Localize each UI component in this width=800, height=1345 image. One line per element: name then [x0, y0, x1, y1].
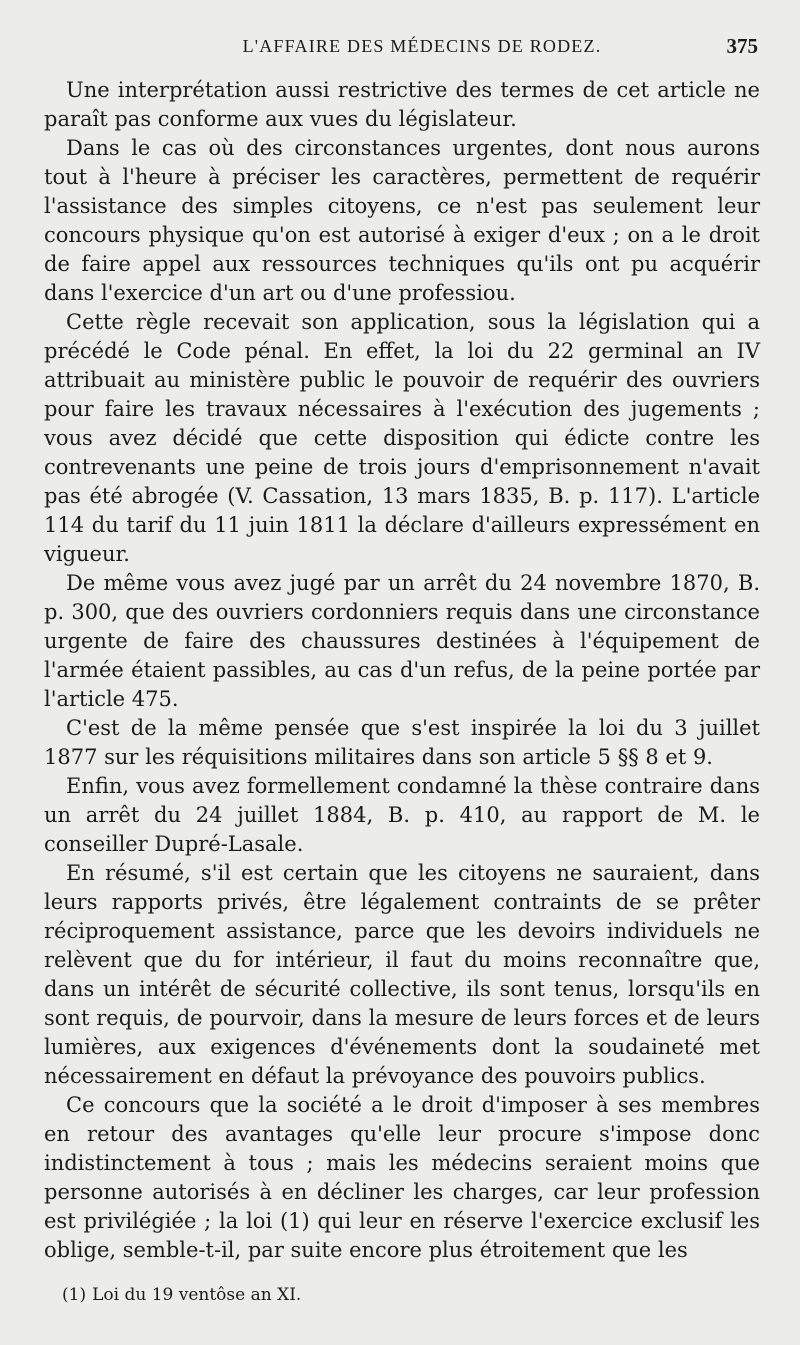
paragraph: Cette règle recevait son application, sous la législation qui a précédé le Code pénal. En effet, la loi du 22 germinal an IV attribuait au ministère public le pouvoir de requérir des ouvriers pour faire les travaux nécessaires à l'exécution des jugements ; vous avez décidé que cette disposition qui édicte contre les contrevenants une peine de trois jours d'emprisonnement n'avait pas été abrogée (V. Cassation, 13 mars 1835, B. p. 117). L'article 114 du tarif du 11 juin 1811 la déclare d'ailleurs expressément en vigueur. [44, 310, 760, 566]
paragraph: Dans le cas où des circonstances urgentes, dont nous aurons tout à l'heure à préciser les caractères, permettent de requérir l'assistance des simples citoyens, ce n'est pas seulement leur concours physique qu'on est autorisé à exiger d'eux ; on a le droit de faire appel aux ressources techniques qu'ils ont pu acquérir dans l'exercice d'un art ou d'une professiou. [44, 136, 760, 305]
footnote-mark: (1) [62, 1285, 87, 1305]
paragraph: En résumé, s'il est certain que les citoyens ne sauraient, dans leurs rapports privés, être légalement contraints de se prêter réciproquement assistance, parce que les devoirs individuels ne relèvent que du for intérieur, il faut du moins reconnaître que, dans un intérêt de sécurité collective, ils sont tenus, lorsqu'ils en sont requis, de pourvoir, dans la mesure de leurs forces et de leurs lumières, aux exigences d'événements dont la soudaineté met nécessairement en défaut la prévoyance des pouvoirs publics. [44, 861, 760, 1088]
running-title: L'AFFAIRE DES MÉDECINS DE RODEZ. [242, 36, 602, 56]
footnote-text: Loi du 19 ventôse an XI. [92, 1285, 302, 1305]
paragraph: Enfin, vous avez formellement condamné la thèse contraire dans un arrêt du 24 juillet 1884, B. p. 410, au rapport de M. le conseiller Dupré-Lasale. [44, 774, 760, 856]
page-number: 375 [726, 34, 758, 58]
page-body [44, 76, 760, 1265]
paragraph: Ce concours que la société a le droit d'imposer à ses membres en retour des avantages qu'elle leur procure s'impose donc indistinctement à tous ; mais les médecins seraient moins que personne autorisés à en décliner les charges, car leur profession est privilégiée ; la loi (1) qui leur en réserve l'exercice exclusif les oblige, semble-t-il, par suite encore plus étroitement que les [44, 1093, 760, 1262]
paragraph: De même vous avez jugé par un arrêt du 24 novembre 1870, B. p. 300, que des ouvriers cordonniers requis dans une circonstance urgente de faire des chaussures destinées à l'équipement de l'armée étaient passibles, au cas d'un refus, de la peine portée par l'article 475. [44, 571, 760, 711]
paragraph: C'est de la même pensée que s'est inspirée la loi du 3 juillet 1877 sur les réquisitions militaires dans son article 5 §§ 8 et 9. [44, 716, 760, 769]
page-header [44, 34, 760, 64]
footnote [62, 1284, 301, 1306]
paragraph: Une interprétation aussi restrictive des termes de cet article ne paraît pas conforme aux vues du législateur. [44, 78, 760, 131]
